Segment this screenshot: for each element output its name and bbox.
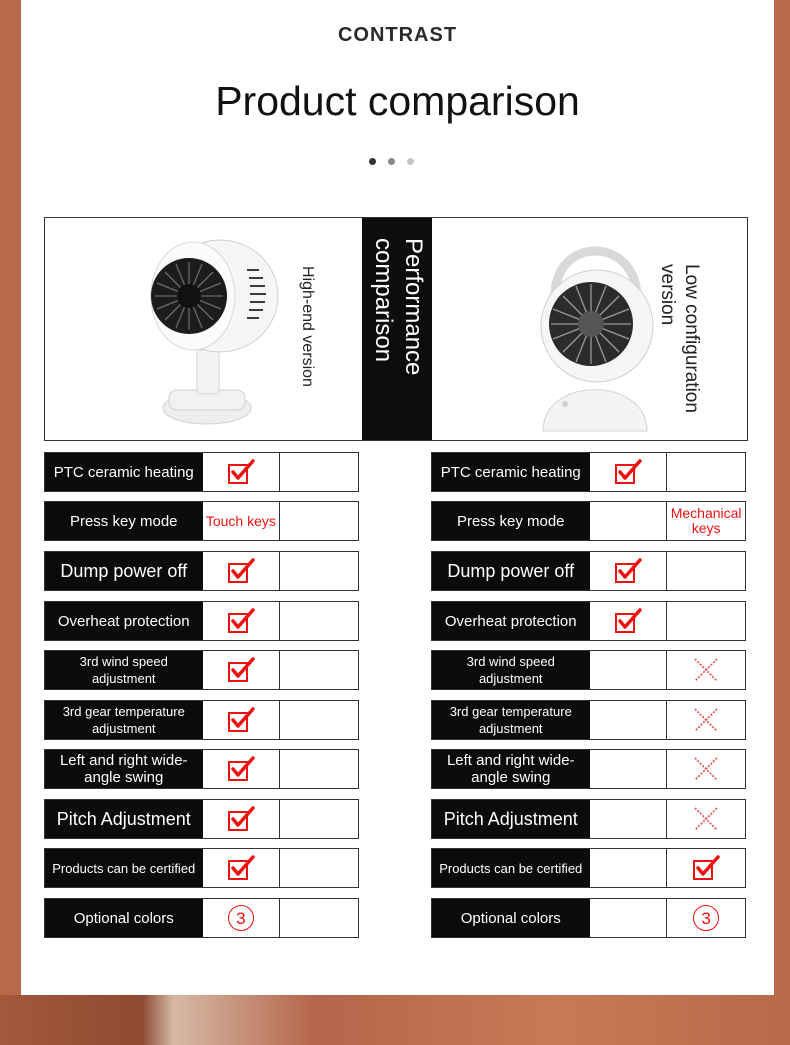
feature-cell-primary	[590, 800, 668, 838]
low-config-fan-image	[525, 226, 665, 436]
feature-value-text: Touch keys	[205, 512, 276, 529]
feature-cell-primary	[590, 849, 668, 887]
feature-cell-primary	[203, 701, 281, 739]
feature-cell-primary	[203, 800, 281, 838]
feature-cell-primary	[203, 453, 281, 491]
carousel-dots[interactable]	[369, 158, 414, 165]
feature-row	[44, 601, 359, 641]
feature-row	[431, 848, 746, 888]
feature-cell-secondary	[667, 502, 745, 540]
feature-cell-primary	[203, 651, 281, 689]
checkmark-icon	[226, 755, 256, 783]
comparison-hero	[44, 217, 748, 441]
feature-row	[431, 700, 746, 740]
feature-label: Left and right wide-angle swing	[45, 750, 203, 788]
feature-row	[431, 749, 746, 789]
cross-icon	[692, 706, 720, 734]
feature-label: PTC ceramic heating	[432, 453, 590, 491]
feature-cell-secondary	[280, 552, 358, 590]
cross-icon	[692, 755, 720, 783]
feature-row	[44, 452, 359, 492]
feature-cell-secondary	[280, 502, 358, 540]
cross-icon	[692, 656, 720, 684]
feature-row	[44, 551, 359, 591]
feature-label: 3rd gear temperature adjustment	[45, 701, 203, 739]
feature-row	[431, 898, 746, 938]
high-end-fan-image	[125, 230, 285, 430]
carousel-dot-1[interactable]	[369, 158, 376, 165]
feature-cell-primary	[590, 701, 668, 739]
feature-label: Press key mode	[432, 502, 590, 540]
feature-row	[431, 551, 746, 591]
feature-label: Dump power off	[45, 552, 203, 590]
checkmark-icon	[226, 458, 256, 486]
feature-cell-secondary	[280, 849, 358, 887]
feature-label: Press key mode	[45, 502, 203, 540]
carousel-dot-3[interactable]	[407, 158, 414, 165]
feature-row	[431, 501, 746, 541]
checkmark-icon	[613, 458, 643, 486]
feature-label: Left and right wide-angle swing	[432, 750, 590, 788]
high-end-label: High-end version	[299, 266, 316, 387]
color-count-badge: 3	[228, 905, 254, 931]
feature-row	[44, 749, 359, 789]
feature-cell-primary	[203, 750, 281, 788]
feature-row	[44, 650, 359, 690]
performance-banner	[362, 218, 432, 440]
feature-cell-primary	[590, 899, 668, 937]
feature-cell-primary	[203, 502, 281, 540]
page-title: Product comparison	[215, 78, 580, 124]
checkmark-icon	[226, 656, 256, 684]
feature-cell-primary	[590, 602, 668, 640]
feature-cell-secondary	[280, 453, 358, 491]
feature-label: 3rd wind speed adjustment	[45, 651, 203, 689]
feature-label: 3rd gear temperature adjustment	[432, 701, 590, 739]
feature-label: Pitch Adjustment	[432, 800, 590, 838]
feature-cell-primary	[590, 552, 668, 590]
feature-cell-secondary	[667, 849, 745, 887]
feature-row	[431, 601, 746, 641]
feature-cell-secondary	[667, 453, 745, 491]
feature-label: Products can be certified	[432, 849, 590, 887]
feature-cell-secondary	[667, 602, 745, 640]
feature-cell-secondary	[667, 701, 745, 739]
feature-cell-primary	[203, 849, 281, 887]
feature-cell-primary	[203, 552, 281, 590]
feature-label: Products can be certified	[45, 849, 203, 887]
feature-cell-primary	[590, 651, 668, 689]
feature-label: Pitch Adjustment	[45, 800, 203, 838]
feature-cell-primary	[590, 750, 668, 788]
feature-cell-secondary	[280, 701, 358, 739]
low-config-label: Low configuration version	[657, 264, 702, 413]
feature-row	[44, 799, 359, 839]
feature-cell-primary	[203, 899, 281, 937]
feature-row	[44, 501, 359, 541]
performance-label: Performance comparison	[370, 238, 427, 376]
checkmark-icon	[613, 557, 643, 585]
checkmark-icon	[691, 854, 721, 882]
feature-cell-secondary	[667, 750, 745, 788]
checkmark-icon	[226, 607, 256, 635]
section-kicker: CONTRAST	[337, 24, 458, 46]
feature-cell-primary	[590, 453, 668, 491]
feature-cell-secondary	[280, 651, 358, 689]
feature-label: 3rd wind speed adjustment	[432, 651, 590, 689]
feature-row	[431, 452, 746, 492]
feature-cell-secondary	[280, 800, 358, 838]
feature-label: PTC ceramic heating	[45, 453, 203, 491]
color-count-badge: 3	[693, 905, 719, 931]
cross-icon	[692, 805, 720, 833]
feature-cell-secondary	[280, 899, 358, 937]
feature-cell-primary	[203, 602, 281, 640]
feature-label: Overheat protection	[45, 602, 203, 640]
feature-label: Overheat protection	[432, 602, 590, 640]
checkmark-icon	[613, 607, 643, 635]
feature-label: Optional colors	[432, 899, 590, 937]
feature-label: Dump power off	[432, 552, 590, 590]
feature-cell-secondary	[280, 602, 358, 640]
feature-cell-secondary	[667, 651, 745, 689]
carousel-dot-2[interactable]	[388, 158, 395, 165]
background-band	[0, 995, 790, 1045]
feature-cell-secondary	[280, 750, 358, 788]
feature-cell-secondary	[667, 552, 745, 590]
feature-label: Optional colors	[45, 899, 203, 937]
feature-cell-secondary	[667, 800, 745, 838]
checkmark-icon	[226, 854, 256, 882]
feature-row	[44, 898, 359, 938]
checkmark-icon	[226, 557, 256, 585]
checkmark-icon	[226, 805, 256, 833]
feature-row	[44, 700, 359, 740]
feature-row	[44, 848, 359, 888]
feature-cell-secondary	[667, 899, 745, 937]
feature-value-text: Mechanical keys	[670, 505, 742, 536]
feature-row	[431, 799, 746, 839]
feature-row	[431, 650, 746, 690]
checkmark-icon	[226, 706, 256, 734]
content-panel	[21, 0, 774, 995]
feature-cell-primary	[590, 502, 668, 540]
